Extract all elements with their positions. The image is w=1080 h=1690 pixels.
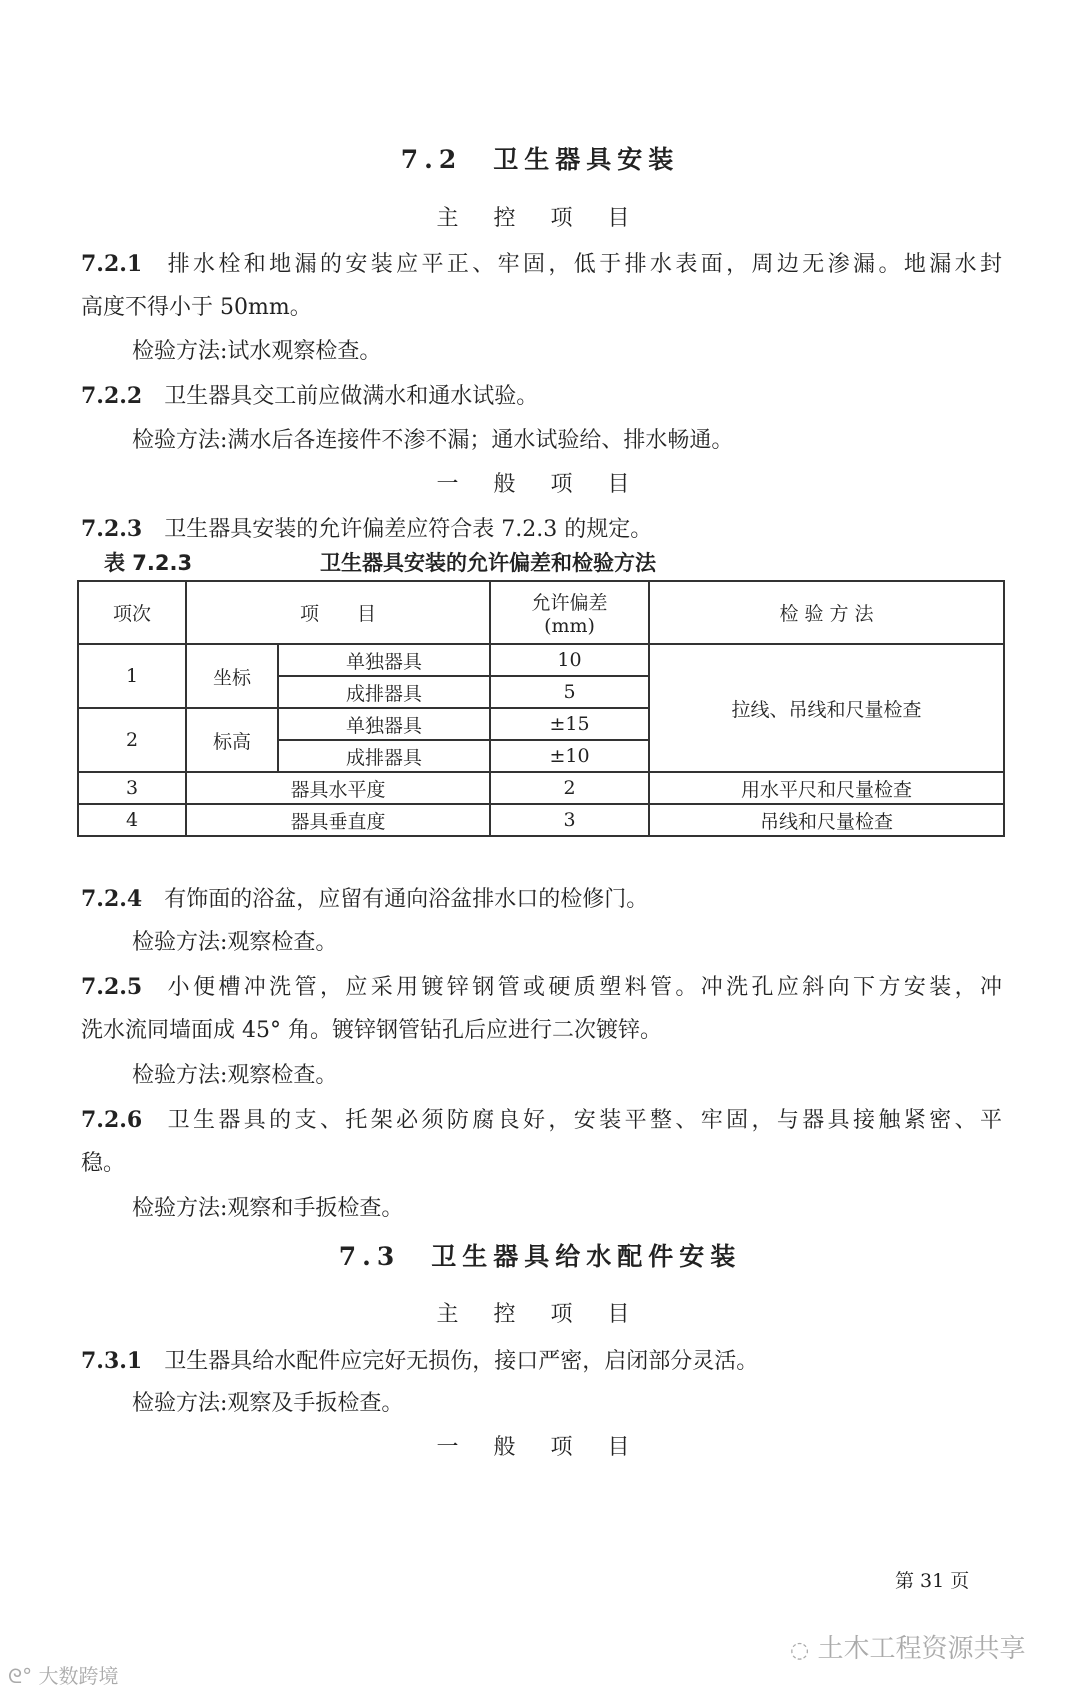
cell-method: 用水平尺和尺量检查 [649,772,1004,804]
cell-item: 器具垂直度 [186,804,490,836]
subheading-main-control: 主 控 项 目 [436,206,644,231]
table-row [78,772,1004,804]
logo-icon: ᘓ° [8,1664,33,1688]
cell-sub: 成排器具 [278,740,490,772]
section-title: 卫生器具给水配件安装 [431,1242,742,1271]
cell-tol: 5 [490,676,649,708]
clause-number: 7.2.1 [81,251,143,277]
clause-number: 7.2.5 [81,974,143,1000]
subheading-general: 一 般 项 目 [436,472,644,497]
header-tolerance-unit: (mm) [544,615,595,637]
cell-method: 吊线和尺量检查 [649,804,1004,836]
cell-item: 器具水平度 [186,772,490,804]
header-tolerance-label: 允许偏差 [531,592,608,614]
clause-7-2-4 [81,884,648,915]
clause-7-2-1-line1 [81,249,1002,279]
cell-tol: 10 [490,644,649,676]
clause-7-2-6-line2: 稳。 [81,1151,126,1176]
table-label: 表 7.2.3 [104,551,193,575]
cell-tol: ±10 [490,740,649,772]
cell-tol: 2 [490,772,649,804]
clause-number: 7.2.2 [81,383,143,409]
clause-7-2-5-line1 [81,972,1002,1002]
clause-text: 卫生器具安装的允许偏差应符合表 7.2.3 的规定。 [164,517,653,542]
clause-7-2-6-line1 [81,1105,1002,1135]
section-heading-7-3 [0,1242,1080,1272]
section-number: 7.2 [400,145,463,174]
clause-text: 卫生器具的支、托架必须防腐良好，安装平整、牢固，与器具接触紧密、平 [164,1108,1002,1133]
inspection-method: 检验方法:观察检查。 [132,1063,338,1088]
wechat-icon: ◌ [790,1638,810,1663]
clause-7-2-1-line2: 高度不得小于 50mm。 [81,295,312,320]
cell-sub: 单独器具 [278,644,490,676]
corner-watermark [8,1660,118,1689]
cell-no: 2 [78,708,186,772]
header-tolerance [490,581,649,644]
clause-7-2-3 [81,514,652,545]
wechat-watermark [790,1628,1025,1665]
clause-number: 7.2.3 [81,516,143,542]
cell-no: 3 [78,772,186,804]
cell-no: 4 [78,804,186,836]
cell-sub: 单独器具 [278,708,490,740]
clause-text: 有饰面的浴盆，应留有通向浴盆排水口的检修门。 [164,887,649,912]
inspection-method: 检验方法:观察检查。 [132,930,338,955]
inspection-method: 检验方法:观察和手扳检查。 [132,1196,404,1221]
section-title: 卫生器具安装 [493,145,680,174]
clause-7-3-1 [81,1346,758,1377]
page-number: 第 31 页 [895,1570,970,1592]
section-heading-7-2 [0,145,1080,175]
header-item: 项 目 [186,581,490,644]
cell-group: 标高 [186,708,278,772]
table-row [78,804,1004,836]
table-row [78,644,1004,676]
inspection-method: 检验方法:试水观察检查。 [132,339,382,364]
subheading-main-control: 主 控 项 目 [436,1302,644,1327]
cell-group: 坐标 [186,644,278,708]
inspection-method: 检验方法:满水后各连接件不渗不漏；通水试验给、排水畅通。 [132,428,734,453]
clause-text: 卫生器具给水配件应完好无损伤，接口严密，启闭部分灵活。 [164,1349,759,1374]
table-header-row [78,581,1004,644]
header-method: 检 验 方 法 [649,581,1004,644]
clause-text: 卫生器具交工前应做满水和通水试验。 [164,384,539,409]
clause-number: 7.2.4 [81,886,143,912]
clause-number: 7.2.6 [81,1107,143,1133]
section-number: 7.3 [338,1242,401,1271]
cell-method: 拉线、吊线和尺量检查 [649,644,1004,772]
cell-tol: 3 [490,804,649,836]
watermark-text: 大数跨境 [38,1664,119,1688]
clause-text: 排水栓和地漏的安装应平正、牢固，低于排水表面，周边无渗漏。地漏水封 [164,252,1002,277]
clause-text: 小便槽冲洗管，应采用镀锌钢管或硬质塑料管。冲洗孔应斜向下方安装，冲 [164,975,1002,1000]
cell-tol: ±15 [490,708,649,740]
table-title: 卫生器具安装的允许偏差和检验方法 [320,551,656,575]
clause-number: 7.3.1 [81,1348,143,1374]
watermark-text: 土木工程资源共享 [817,1634,1026,1664]
cell-no: 1 [78,644,186,708]
subheading-general: 一 般 项 目 [436,1435,644,1460]
cell-sub: 成排器具 [278,676,490,708]
clause-7-2-2 [81,381,538,412]
tolerance-table [77,580,1005,837]
header-no: 项次 [78,581,186,644]
clause-7-2-5-line2: 洗水流同墙面成 45° 角。镀锌钢管钻孔后应进行二次镀锌。 [81,1018,662,1043]
inspection-method: 检验方法:观察及手扳检查。 [132,1391,404,1416]
